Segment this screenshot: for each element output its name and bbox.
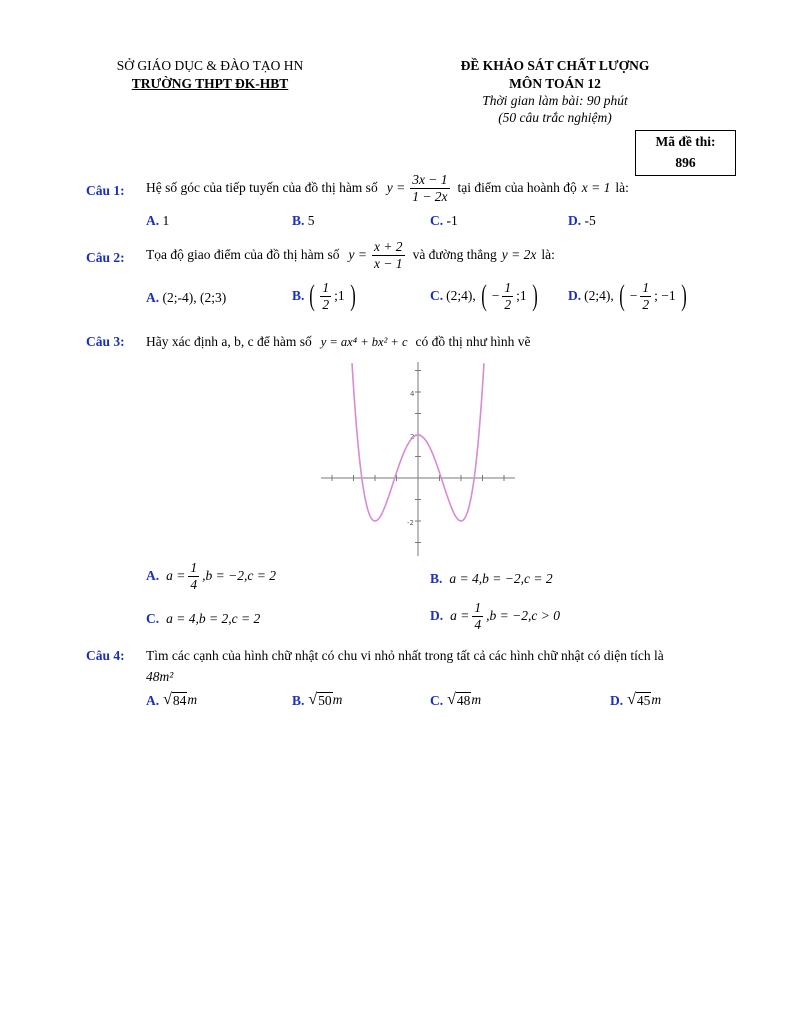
question-1-fraction: [410, 172, 449, 204]
question-3-text: Hãy xác định a, b, c để hàm số: [146, 334, 312, 349]
question-3-label: Câu 3:: [86, 334, 125, 349]
q4-option-b[interactable]: B. √ 50 m: [292, 691, 343, 708]
function-graph: [318, 360, 518, 560]
question-3-text-after: có đồ thị như hình vẽ: [415, 334, 531, 349]
q3-option-d[interactable]: D. a = $\frac{1}{4}$ ,b = −2,c > 0: [430, 600, 560, 632]
question-2-formula-lhs: y =: [348, 247, 367, 263]
exam-subject: MÔN TOÁN 12: [509, 76, 601, 91]
question-1-text-after: tại điểm của hoành độ: [457, 180, 577, 196]
exam-code-label: Mã đề thi:: [655, 134, 716, 149]
question-4-text: Tìm các cạnh của hình chữ nhật có chu vi nhỏ nhất trong tất cả các hình chữ nhật có diện tích là: [146, 648, 664, 663]
q4-option-d[interactable]: D. √ 45 m: [610, 691, 662, 708]
exam-code-value: 896: [675, 155, 696, 170]
exam-code-box: [635, 130, 736, 176]
q2-option-b[interactable]: B. ( $\frac{1}{2}$ ;1 ): [292, 279, 356, 313]
question-1-label: Câu 1:: [86, 183, 125, 198]
question-2-stem: [146, 239, 555, 271]
q3-option-a[interactable]: A. a = $\frac{1}{4}$ ,b = −2,c = 2: [146, 560, 276, 592]
q1-option-b[interactable]: B. 5: [292, 213, 315, 228]
question-1-formula-lhs: y =: [386, 180, 406, 196]
question-2-text-end: là:: [541, 247, 555, 263]
q3-option-b[interactable]: B. a = 4,b = −2,c = 2: [430, 571, 553, 586]
y-tick-label-neg2: -2: [407, 519, 414, 527]
question-1-x-value: x = 1: [581, 180, 611, 196]
q2-option-c[interactable]: C. (2;4), ( − $\frac{1}{2}$ ;1 ): [430, 279, 538, 313]
q4-option-c[interactable]: C. √ 48 m: [430, 691, 482, 708]
question-1-denominator: 1 − 2x: [412, 188, 448, 204]
q1-option-d[interactable]: D. -5: [568, 213, 596, 228]
question-2-label: Câu 2:: [86, 250, 125, 265]
y-tick-label-4: 4: [410, 390, 415, 398]
question-3-formula: y = ax⁴ + bx² + c: [320, 334, 408, 349]
q1-option-a[interactable]: A. 1: [146, 213, 170, 228]
q1-option-c[interactable]: C. -1: [430, 213, 458, 228]
question-1-stem: [146, 172, 629, 204]
exam-title: ĐỀ KHẢO SÁT CHẤT LƯỢNG: [460, 58, 650, 73]
school-department: SỞ GIÁO DỤC & ĐÀO TẠO HN: [116, 58, 304, 73]
question-2-line-equation: y = 2x: [501, 247, 537, 263]
q3-option-c[interactable]: C. a = 4,b = 2,c = 2: [146, 611, 261, 626]
question-2-denominator: x − 1: [373, 255, 403, 271]
q2-option-d[interactable]: D. (2;4), ( − $\frac{1}{2}$ ; −1 ): [568, 279, 687, 313]
question-1-text-end: là:: [615, 180, 629, 196]
question-4-area: 48m²: [146, 669, 174, 684]
question-4-label: Câu 4:: [86, 648, 125, 663]
question-2-text-after: và đường thẳng: [412, 247, 497, 263]
question-1-numerator: 3x − 1: [412, 172, 448, 187]
q4-option-a[interactable]: A. √ 84 m: [146, 691, 198, 708]
question-2-text: Tọa độ giao điểm của đồ thị hàm số: [146, 247, 340, 263]
question-2-fraction: [372, 239, 405, 271]
exam-duration: Thời gian làm bài: 90 phút: [482, 93, 628, 108]
question-3-stem: [146, 334, 530, 350]
question-2-numerator: x + 2: [373, 239, 403, 254]
exam-question-count: (50 câu trắc nghiệm): [498, 110, 612, 125]
q2-option-a[interactable]: A. (2;-4), (2;3): [146, 290, 227, 305]
y-tick-label-2: 2: [410, 433, 415, 441]
question-1-text: Hệ số góc của tiếp tuyến của đồ thị hàm số: [146, 180, 378, 196]
school-name: TRƯỜNG THPT ĐK-HBT: [131, 76, 289, 91]
